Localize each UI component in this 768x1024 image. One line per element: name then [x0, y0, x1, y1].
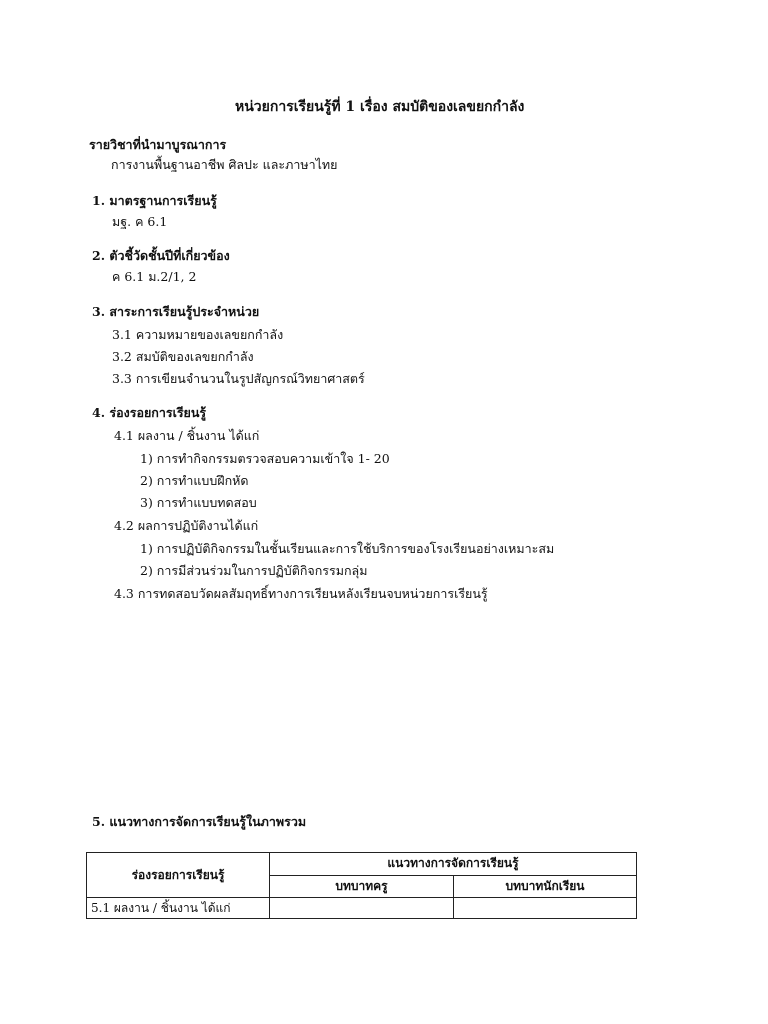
section-4-sub2: 4.2 ผลการปฏิบัติงานได้แก่ [114, 518, 259, 533]
section-4-sub2-item: 1) การปฏิบัติกิจกรรมในชั้นเรียนและการใช้บริการของโรงเรียนอย่างเหมาะสม [140, 541, 555, 556]
table-cell-student [454, 898, 637, 919]
table-header-student: บทบาทนักเรียน [454, 875, 637, 898]
integrated-subjects-list: การงานพื้นฐานอาชีพ ศิลปะ และภาษาไทย [111, 157, 338, 172]
section-4-heading: 4. ร่องรอยการเรียนรู้ [92, 405, 207, 420]
section-4-sub1-item: 2) การทำแบบฝึกหัด [140, 473, 249, 488]
section-1-heading: 1. มาตรฐานการเรียนรู้ [92, 193, 217, 208]
table-header-evidence: ร่องรอยการเรียนรู้ [87, 853, 270, 898]
table-header-teacher: บทบาทครู [270, 875, 454, 898]
section-4-sub1-item: 1) การทำกิจกรรมตรวจสอบความเข้าใจ 1- 20 [140, 451, 390, 466]
section-3-heading: 3. สาระการเรียนรู้ประจำหน่วย [92, 304, 260, 319]
section-4-sub2-item: 2) การมีส่วนร่วมในการปฏิบัติกิจกรรมกลุ่ม [140, 563, 368, 578]
section-5-heading: 5. แนวทางการจัดการเรียนรู้ในภาพรวม [92, 814, 307, 829]
section-4-sub3: 4.3 การทดสอบวัดผลสัมฤทธิ์ทางการเรียนหลังเรียนจบหน่วยการเรียนรู้ [114, 586, 488, 601]
section-2-heading: 2. ตัวชี้วัดชั้นปีที่เกี่ยวข้อง [92, 248, 230, 263]
table-row [87, 898, 637, 919]
section-2-value: ค 6.1 ม.2/1, 2 [112, 269, 197, 284]
section-1-value: มฐ. ค 6.1 [112, 214, 168, 229]
learning-plan-table [86, 852, 637, 919]
section-4-sub1: 4.1 ผลงาน / ชิ้นงาน ได้แก่ [114, 428, 260, 443]
section-3-item: 3.1 ความหมายของเลขยกกำลัง [112, 327, 284, 342]
section-4-sub1-item: 3) การทำแบบทดสอบ [140, 495, 257, 510]
table-cell-teacher [270, 898, 454, 919]
table-header-approach: แนวทางการจัดการเรียนรู้ [270, 853, 637, 876]
table-cell-evidence: 5.1 ผลงาน / ชิ้นงาน ได้แก่ [87, 898, 270, 919]
integrated-subjects-heading: รายวิชาที่นำมาบูรณาการ [89, 137, 227, 152]
document-title: หน่วยการเรียนรู้ที่ 1 เรื่อง สมบัติของเลขยกกำลัง [235, 99, 525, 115]
section-3-item: 3.2 สมบัติของเลขยกกำลัง [112, 349, 254, 364]
section-3-item: 3.3 การเขียนจำนวนในรูปสัญกรณ์วิทยาศาสตร์ [112, 371, 365, 386]
